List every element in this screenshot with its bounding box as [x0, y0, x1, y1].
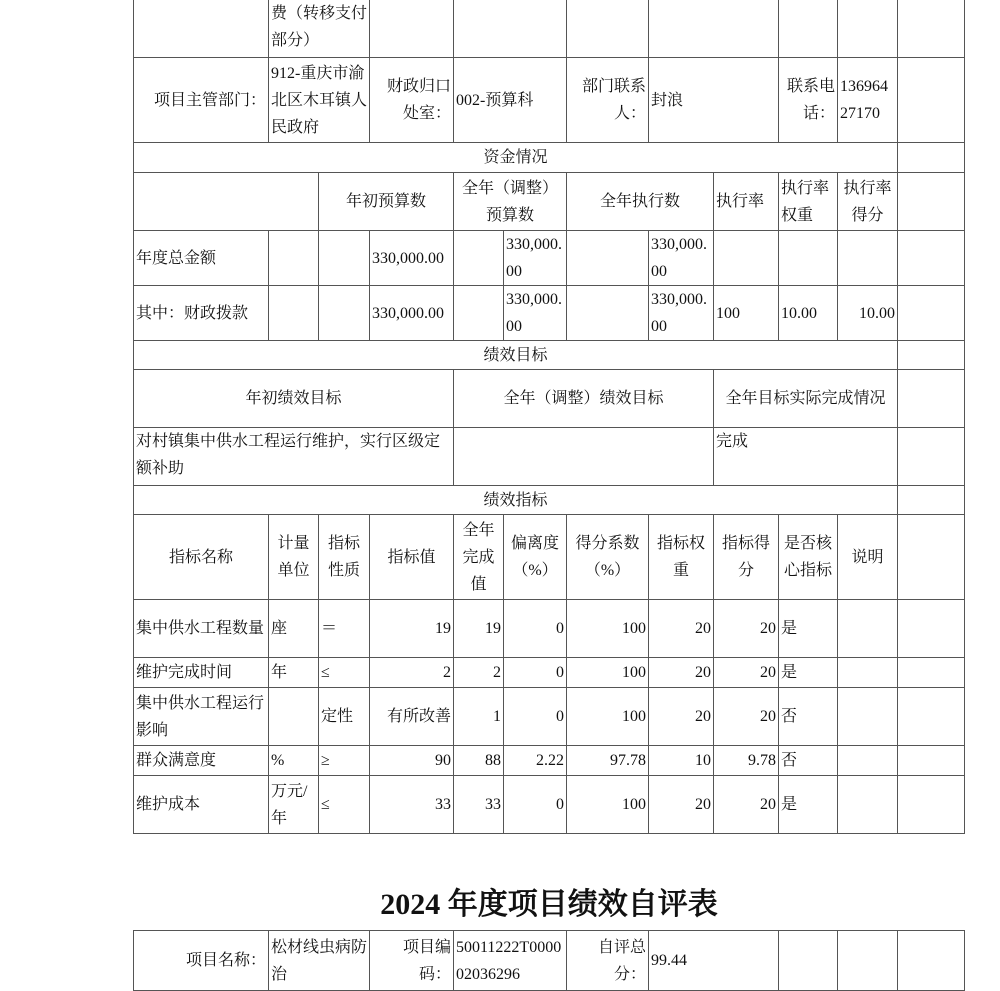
goals-header: 年初绩效目标 — [134, 370, 454, 428]
cell — [454, 0, 567, 58]
cell — [898, 231, 965, 286]
page-title: 2024 年度项目绩效自评表 — [380, 888, 718, 921]
indicator-header: 指标名称 — [134, 515, 269, 600]
total-score-label: 自评总分： — [567, 931, 649, 991]
indicator-row — [134, 600, 965, 658]
indicator-cell: 90 — [370, 746, 454, 776]
funds-row-label: 其中：财政拨款 — [134, 286, 269, 341]
cell — [898, 428, 965, 486]
indicator-row — [134, 746, 965, 776]
indicator-cell: 100 — [567, 600, 649, 658]
cell — [370, 0, 454, 58]
funds-header: 年初预算数 — [319, 173, 454, 231]
cell — [779, 0, 838, 58]
goals-header: 全年（调整）绩效目标 — [454, 370, 714, 428]
funds-score: 10.00 — [838, 286, 898, 341]
funds-row-label: 年度总金额 — [134, 231, 269, 286]
indicator-cell: 20 — [649, 688, 714, 746]
funds-initial: 330,000.00 — [370, 231, 454, 286]
contact-label: 部门联系人： — [567, 58, 649, 143]
indicator-header: 是否核心指标 — [779, 515, 838, 600]
indicator-cell: 2 — [370, 658, 454, 688]
indicator-cell — [838, 776, 898, 834]
cell — [319, 231, 370, 286]
goals-header: 全年目标实际完成情况 — [714, 370, 898, 428]
indicator-cell: 有所改善 — [370, 688, 454, 746]
cell — [898, 600, 965, 658]
indicator-cell: ≥ — [319, 746, 370, 776]
indicator-cell: 否 — [779, 688, 838, 746]
indicator-header: 指标得分 — [714, 515, 779, 600]
indicator-cell: 20 — [649, 776, 714, 834]
project-name-continued: 费（转移支付部分） — [269, 0, 370, 58]
next-table — [133, 930, 965, 991]
indicator-cell: 是 — [779, 776, 838, 834]
indicators-header-row — [134, 515, 965, 600]
cell — [898, 341, 965, 370]
indicator-cell: 20 — [714, 600, 779, 658]
indicator-cell: ＝ — [319, 600, 370, 658]
indicator-cell: 100 — [567, 776, 649, 834]
indicator-cell: 20 — [714, 688, 779, 746]
indicator-row — [134, 776, 965, 834]
indicator-cell — [838, 658, 898, 688]
funds-section-title: 资金情况 — [134, 143, 898, 173]
indicator-header: 说明 — [838, 515, 898, 600]
indicator-cell: 是 — [779, 600, 838, 658]
cell — [898, 688, 965, 746]
indicator-cell: 20 — [649, 658, 714, 688]
indicator-cell: 2.22 — [504, 746, 567, 776]
funds-header: 全年（调整）预算数 — [454, 173, 567, 231]
indicator-header: 指标性质 — [319, 515, 370, 600]
indicator-cell: 否 — [779, 746, 838, 776]
funds-rate — [714, 231, 779, 286]
goal-initial: 对村镇集中供水工程运行维护，实行区级定额补助 — [134, 428, 454, 486]
cell — [567, 286, 649, 341]
total-score-value: 99.44 — [649, 931, 779, 991]
indicator-cell: 20 — [714, 776, 779, 834]
indicator-cell: 0 — [504, 600, 567, 658]
indicator-cell: 年 — [269, 658, 319, 688]
project-name-value: 松材线虫病防治 — [269, 931, 370, 991]
indicator-header: 全年完成值 — [454, 515, 504, 600]
indicator-cell: 88 — [454, 746, 504, 776]
cell — [898, 486, 965, 515]
funds-score — [838, 231, 898, 286]
cell — [269, 286, 319, 341]
indicator-cell: 19 — [370, 600, 454, 658]
cell — [134, 173, 319, 231]
cell — [898, 746, 965, 776]
indicator-header: 指标权重 — [649, 515, 714, 600]
dept-value: 912-重庆市渝北区木耳镇人民政府 — [269, 58, 370, 143]
funds-header: 全年执行数 — [567, 173, 714, 231]
indicator-cell — [838, 746, 898, 776]
funds-adjusted: 330,000.00 — [504, 286, 567, 341]
cell — [898, 658, 965, 688]
funds-initial: 330,000.00 — [370, 286, 454, 341]
cell — [898, 931, 965, 991]
project-code-label: 项目编码： — [370, 931, 454, 991]
funds-weight: 10.00 — [779, 286, 838, 341]
indicator-row — [134, 688, 965, 746]
project-code-value: 50011222T000002036296 — [454, 931, 567, 991]
cell — [898, 173, 965, 231]
project-name-label: 项目名称： — [134, 931, 269, 991]
cell — [898, 286, 965, 341]
indicator-cell: 是 — [779, 658, 838, 688]
indicator-header: 指标值 — [370, 515, 454, 600]
finance-office-value: 002-预算科 — [454, 58, 567, 143]
phone-value: 13696427170 — [838, 58, 898, 143]
indicator-cell: 维护完成时间 — [134, 658, 269, 688]
indicator-cell: 100 — [567, 658, 649, 688]
phone-label: 联系电话： — [779, 58, 838, 143]
indicator-cell: 0 — [504, 658, 567, 688]
indicator-cell: 群众满意度 — [134, 746, 269, 776]
funds-header: 执行率权重 — [779, 173, 838, 231]
indicator-cell: 0 — [504, 776, 567, 834]
indicator-header: 计量单位 — [269, 515, 319, 600]
indicator-cell: 集中供水工程数量 — [134, 600, 269, 658]
indicator-cell: 定性 — [319, 688, 370, 746]
indicator-cell: 维护成本 — [134, 776, 269, 834]
funds-executed: 330,000.00 — [649, 231, 714, 286]
goal-adjusted — [454, 428, 714, 486]
cell — [898, 370, 965, 428]
cell — [898, 515, 965, 600]
indicator-row — [134, 658, 965, 688]
indicator-header: 得分系数（%） — [567, 515, 649, 600]
indicator-cell: 2 — [454, 658, 504, 688]
indicator-cell: % — [269, 746, 319, 776]
performance-table — [133, 0, 965, 834]
cell — [898, 0, 965, 58]
cell — [779, 931, 838, 991]
cell — [649, 0, 779, 58]
indicator-cell: 1 — [454, 688, 504, 746]
cell — [898, 776, 965, 834]
finance-office-label: 财政归口处室： — [370, 58, 454, 143]
funds-header: 执行率 — [714, 173, 779, 231]
cell — [898, 143, 965, 173]
indicators-section-title: 绩效指标 — [134, 486, 898, 515]
cell — [838, 0, 898, 58]
indicator-cell — [269, 688, 319, 746]
indicator-cell: 集中供水工程运行影响 — [134, 688, 269, 746]
goal-actual: 完成 — [714, 428, 898, 486]
indicator-cell: 20 — [714, 658, 779, 688]
indicator-cell: ≤ — [319, 658, 370, 688]
cell — [454, 231, 504, 286]
funds-rate: 100 — [714, 286, 779, 341]
funds-adjusted: 330,000.00 — [504, 231, 567, 286]
cell — [319, 286, 370, 341]
cell — [567, 231, 649, 286]
cell — [269, 231, 319, 286]
cell — [454, 286, 504, 341]
cell — [134, 0, 269, 58]
funds-weight — [779, 231, 838, 286]
indicator-cell: 9.78 — [714, 746, 779, 776]
indicator-cell: 20 — [649, 600, 714, 658]
goals-section-title: 绩效目标 — [134, 341, 898, 370]
indicator-cell: ≤ — [319, 776, 370, 834]
indicator-cell: 座 — [269, 600, 319, 658]
indicator-cell: 19 — [454, 600, 504, 658]
indicator-cell: 97.78 — [567, 746, 649, 776]
dept-label: 项目主管部门： — [134, 58, 269, 143]
indicator-cell: 33 — [370, 776, 454, 834]
indicator-cell: 10 — [649, 746, 714, 776]
cell — [898, 58, 965, 143]
contact-value: 封浪 — [649, 58, 779, 143]
cell — [567, 0, 649, 58]
indicator-cell: 万元/年 — [269, 776, 319, 834]
funds-header: 执行率得分 — [838, 173, 898, 231]
indicator-header: 偏离度（%） — [504, 515, 567, 600]
indicator-cell: 0 — [504, 688, 567, 746]
cell — [838, 931, 898, 991]
indicator-cell — [838, 688, 898, 746]
funds-executed: 330,000.00 — [649, 286, 714, 341]
indicator-cell — [838, 600, 898, 658]
indicator-cell: 100 — [567, 688, 649, 746]
indicator-cell: 33 — [454, 776, 504, 834]
